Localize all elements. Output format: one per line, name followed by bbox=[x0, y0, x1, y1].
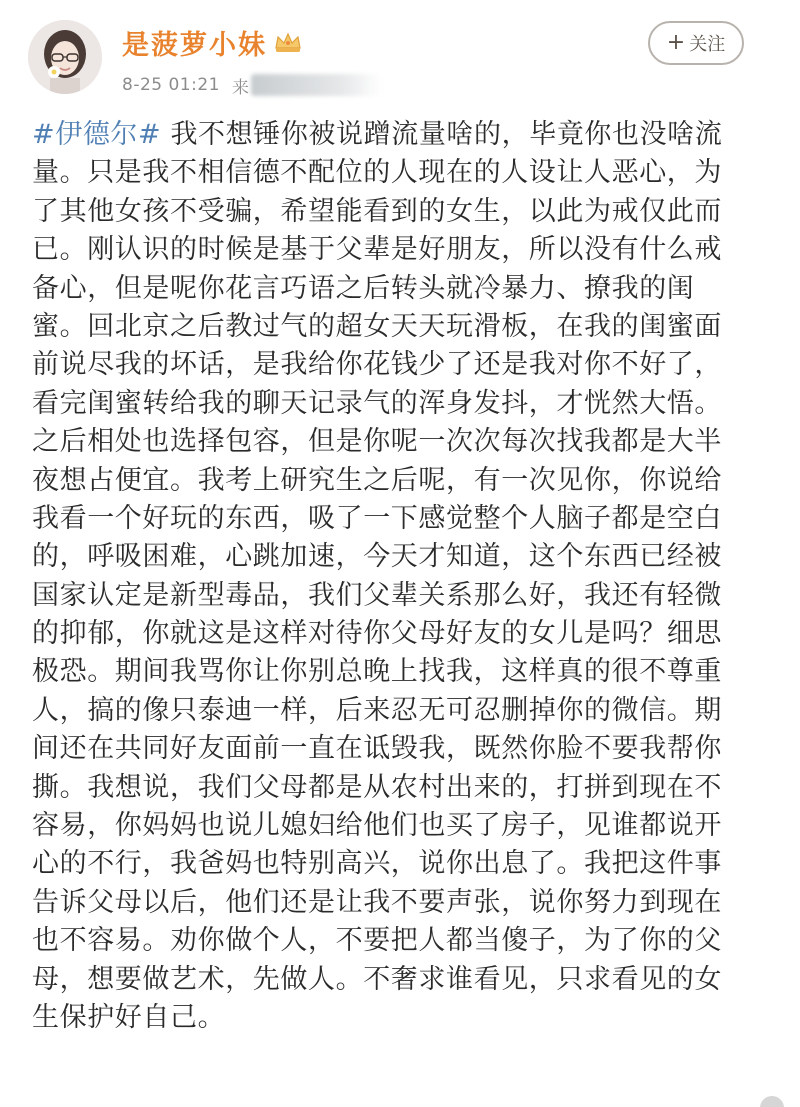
post-line: 人，搞的像只泰迪一样，后来忍无可忍删掉你的微信。期 bbox=[32, 694, 722, 726]
follow-button[interactable] bbox=[648, 21, 744, 65]
post-line: 量。只是我不相信德不配位的人现在的人设让人恶心，为 bbox=[32, 157, 722, 189]
post-line: 看完闺蜜转给我的聊天记录气的浑身发抖，才恍然大悟。 bbox=[32, 387, 722, 419]
post-line: 我看一个好玩的东西，吸了一下感觉整个人脑子都是空白 bbox=[32, 502, 722, 534]
avatar[interactable] bbox=[28, 20, 102, 94]
post-content bbox=[32, 116, 772, 1037]
post-line: 国家认定是新型毒品，我们父辈关系那么好，我还有轻微 bbox=[32, 579, 722, 611]
post-line: 也不容易。劝你做个人，不要把人都当傻子，为了你的父 bbox=[32, 925, 722, 957]
post-line: 已。刚认识的时候是基于父辈是好朋友，所以没有什么戒 bbox=[32, 234, 722, 266]
post-line: 告诉父母以后，他们还是让我不要声张，说你努力到现在 bbox=[32, 886, 722, 918]
post-header bbox=[0, 0, 800, 110]
follow-label: 关注 bbox=[689, 34, 726, 55]
post-line: 极恐。期间我骂你让你别总晚上找我，这样真的很不尊重 bbox=[32, 656, 722, 688]
post-line: 蜜。回北京之后教过气的超女天天玩滑板，在我的闺蜜面 bbox=[32, 310, 722, 342]
post-line: 容易，你妈妈也说儿媳妇给他们也买了房子，见谁都说开 bbox=[32, 810, 722, 842]
post-line: 撕。我想说，我们父母都是从农村出来的，打拼到现在不 bbox=[32, 771, 722, 803]
blurred-source-region bbox=[251, 74, 381, 96]
post-line: 的，呼吸困难，心跳加速，今天才知道，这个东西已经被 bbox=[32, 541, 722, 573]
avatar-image bbox=[28, 20, 102, 94]
post-line: 前说尽我的坏话，是我给你花钱少了还是我对你不好了， bbox=[32, 349, 722, 381]
name-row bbox=[122, 22, 303, 62]
plus-icon: + bbox=[666, 30, 686, 55]
post-line: 之后相处也选择包容，但是你呢一次次每次找我都是大半 bbox=[32, 426, 722, 458]
corner-watermark bbox=[758, 1093, 786, 1107]
crown-icon bbox=[273, 30, 303, 54]
post-line: 的抑郁，你就这是这样对待你父母好友的女儿是吗？细思 bbox=[32, 618, 722, 650]
post-line: 了其他女孩不受骗，希望能看到的女生，以此为戒仅此而 bbox=[32, 195, 722, 227]
post-line: 生保护好自己。 bbox=[32, 1001, 226, 1033]
post-line: 夜想占便宜。我考上研究生之后呢，有一次见你，你说给 bbox=[32, 464, 722, 496]
post-line: 间还在共同好友面前一直在诋毁我，既然你脸不要我帮你 bbox=[32, 733, 722, 765]
post-source: 来 bbox=[231, 77, 249, 98]
post-meta bbox=[122, 72, 381, 98]
post-line-text: 我不想锤你被说蹭流量啥的，毕竟你也没啥流 bbox=[170, 119, 723, 150]
post-line: 心的不行，我爸妈也特别高兴，说你出息了。我把这件事 bbox=[32, 848, 722, 880]
post-line: 母，想要做艺术，先做人。不奢求谁看见，只求看见的女 bbox=[32, 963, 722, 995]
username[interactable]: 是菠萝小妹 bbox=[122, 29, 267, 61]
hashtag-link[interactable]: #伊德尔# bbox=[32, 119, 162, 150]
post-time: 8-25 01:21 bbox=[122, 75, 220, 95]
post-line: 备心，但是呢你花言巧语之后转头就冷暴力、撩我的闺 bbox=[32, 272, 695, 304]
post-line bbox=[32, 116, 772, 154]
